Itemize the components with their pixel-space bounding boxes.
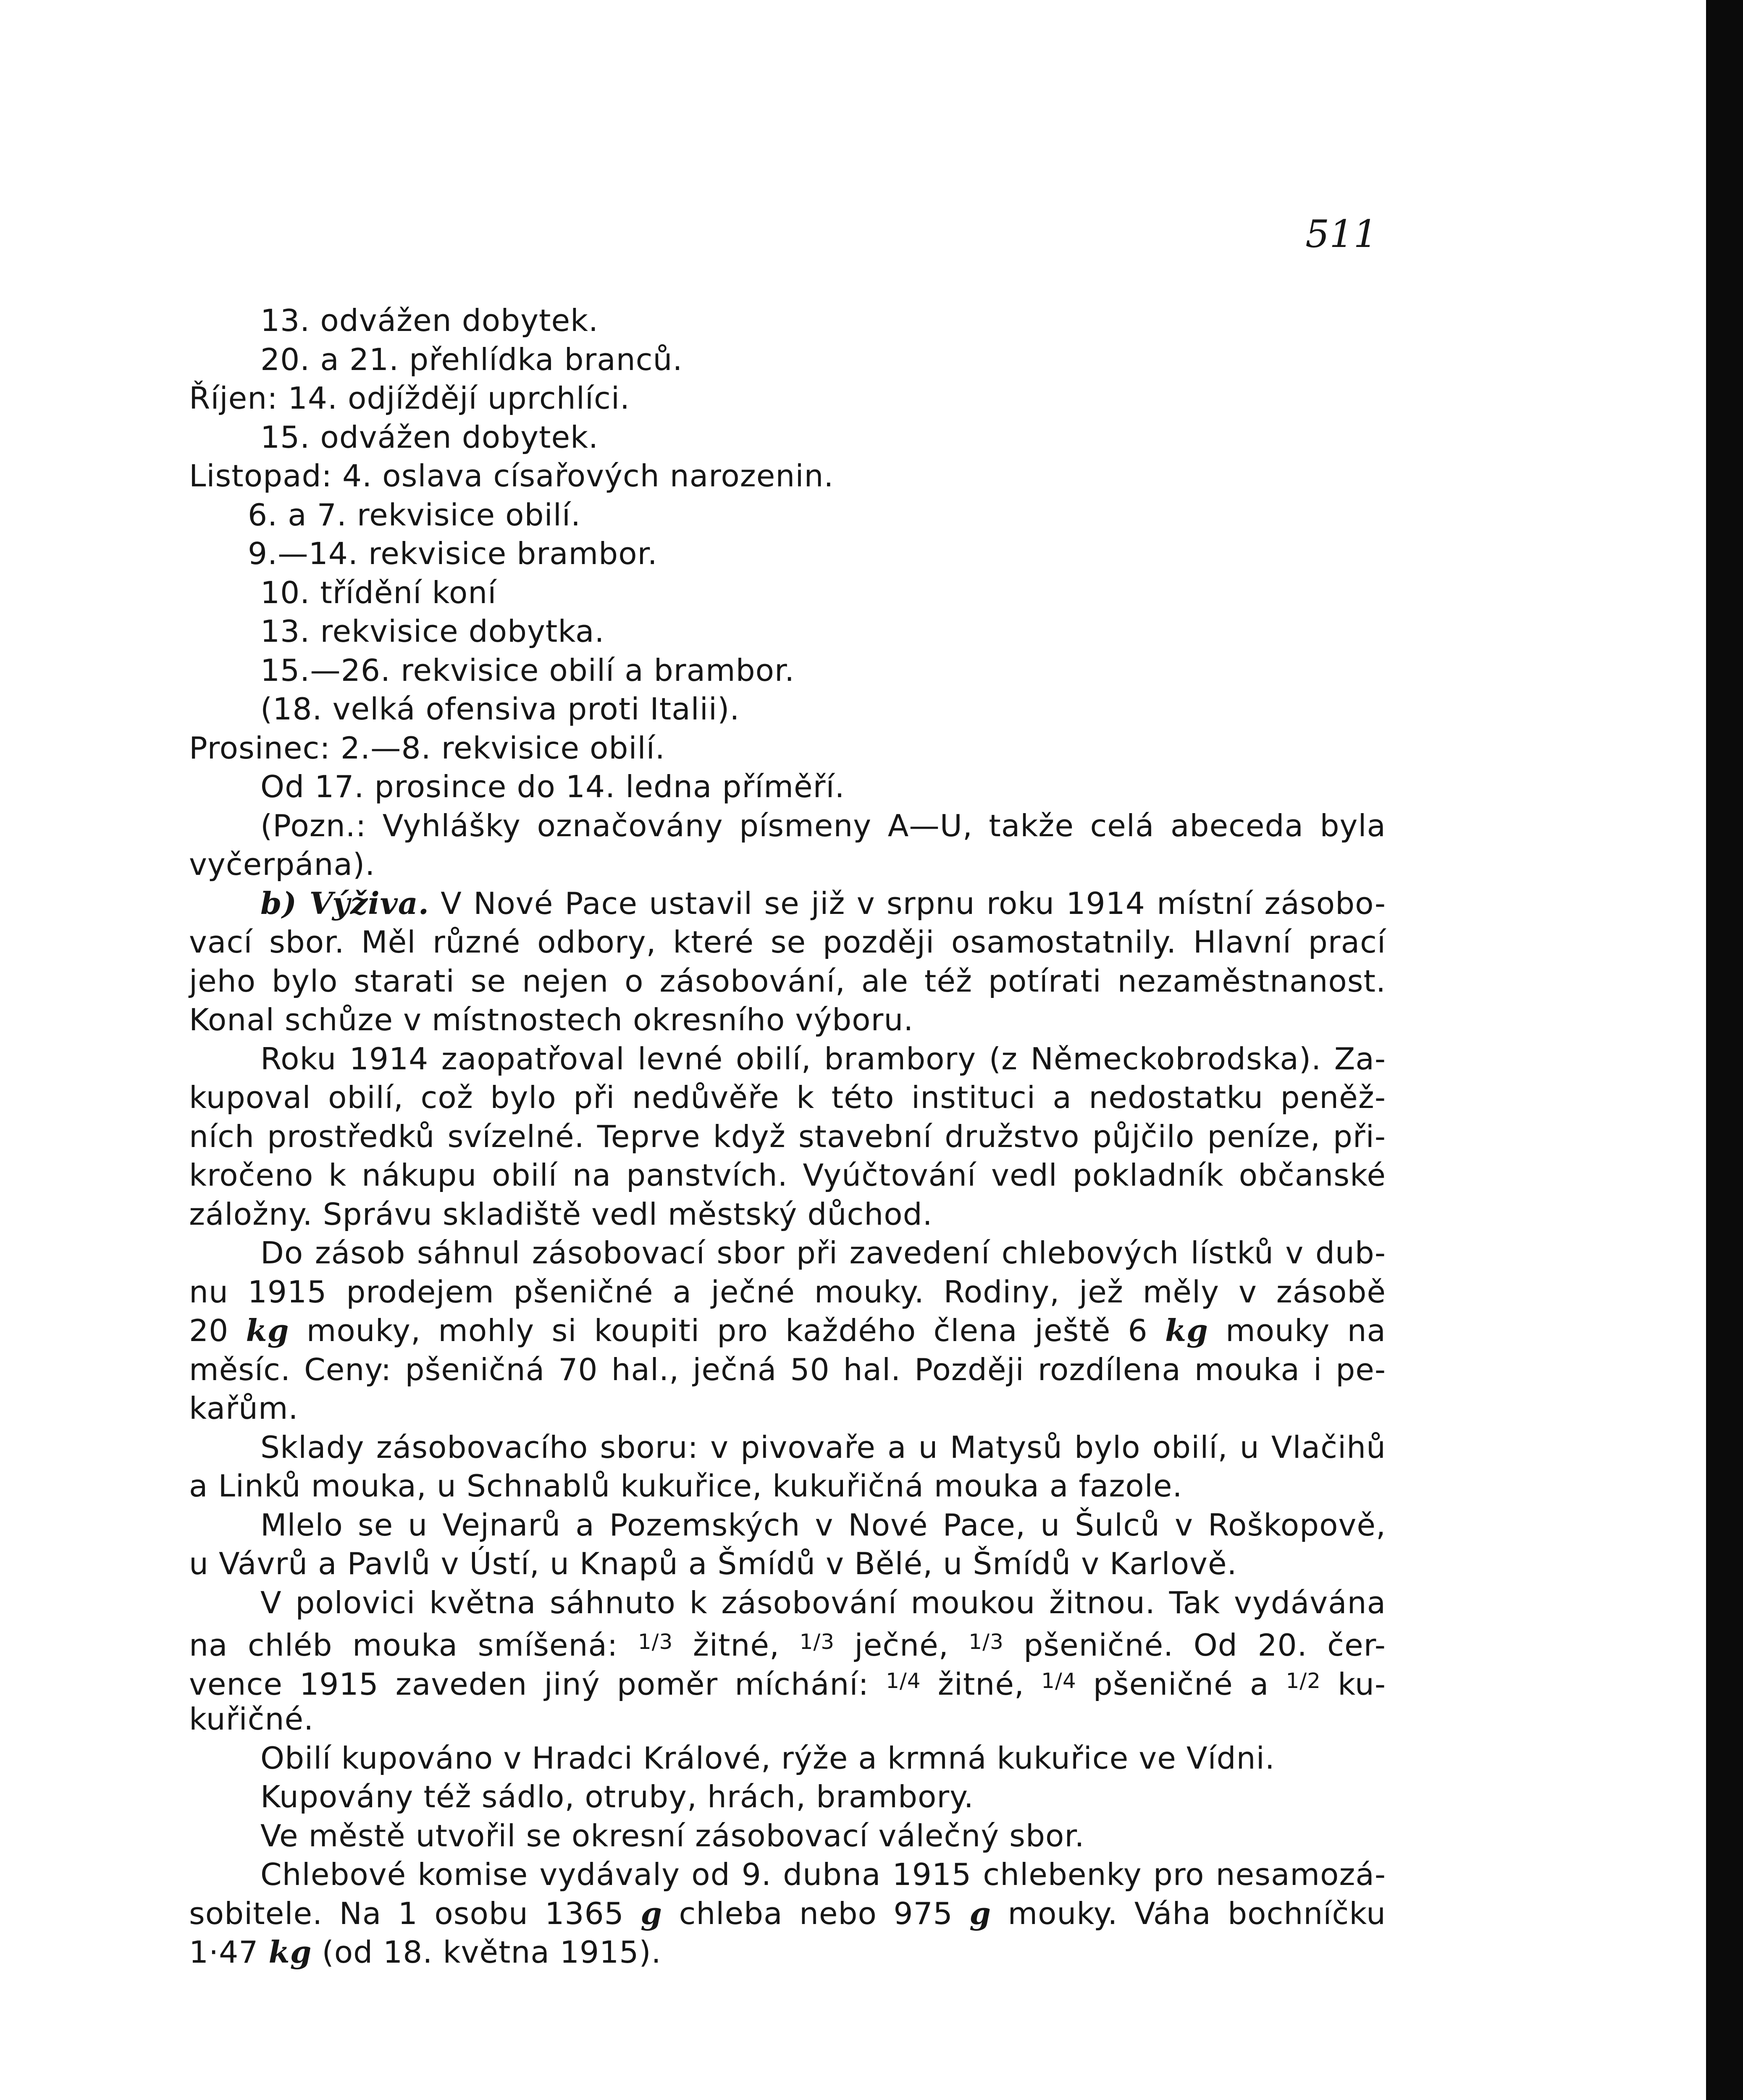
- paragraph-line: Roku 1914 zaopatřoval levné obilí, brambory (z Německobrodska). Za-: [260, 1041, 1386, 1077]
- paragraph-line: Do zásob sáhnul zásobovací sbor při zavedení chlebových lístků v dub-: [260, 1236, 1386, 1271]
- unit-kg: kg: [268, 1935, 312, 1970]
- paragraph-line: a Linků mouka, u Schnablů kukuřice, kukuřičná mouka a fazole.: [189, 1469, 1183, 1504]
- paragraph-line: Obilí kupováno v Hradci Králové, rýže a krmná kukuřice ve Vídni.: [260, 1740, 1275, 1776]
- unit-g: g: [640, 1895, 662, 1932]
- paragraph-line: kařům.: [189, 1391, 299, 1426]
- paragraph-line: Chlebové komise vydávaly od 9. dubna 1915 chlebenky pro nesamozá-: [260, 1857, 1386, 1893]
- paragraph-line: kuřičné.: [189, 1702, 314, 1737]
- text-line: Prosinec: 2.—8. rekvisice obilí.: [189, 730, 665, 766]
- paragraph-line: sobitele. Na 1 osobu 1365 g chleba nebo 975 g mouky. Váha bochníčku: [189, 1895, 1386, 1932]
- fraction: 1/3: [638, 1630, 673, 1654]
- paragraph-line: kupoval obilí, což bylo při nedůvěře k této instituci a nedostatku peněž-: [189, 1080, 1386, 1116]
- fraction: 1/3: [799, 1630, 835, 1654]
- paragraph-line: Kupovány též sádlo, otruby, hrách, brambory.: [260, 1780, 974, 1815]
- paragraph-line: ních prostředků svízelné. Teprve když stavební družstvo půjčilo peníze, při-: [189, 1119, 1386, 1155]
- fraction: 1/4: [886, 1668, 921, 1693]
- paragraph-line: záložny. Správu skladiště vedl městský důchod.: [189, 1197, 933, 1232]
- paragraph-line: kročeno k nákupu obilí na panstvích. Vyúčtování vedl pokladník občanské: [189, 1158, 1386, 1193]
- text-line: 13. rekvisice dobytka.: [260, 614, 605, 649]
- paragraph-line: 20 kg mouky, mohly si koupiti pro každého člena ještě 6 kg mouky na: [189, 1313, 1386, 1349]
- text-line: 10. třídění koní: [260, 575, 497, 611]
- page-number: 511: [1305, 212, 1378, 256]
- paragraph-line: Sklady zásobovacího sboru: v pivovaře a u Matysů bylo obilí, u Vlačihů: [260, 1430, 1386, 1465]
- unit-kg: kg: [246, 1313, 289, 1349]
- paragraph-line: nu 1915 prodejem pšeničné a ječné mouky. Rodiny, jež měly v zásobě: [189, 1274, 1386, 1310]
- text-line: Od 17. prosince do 14. ledna příměří.: [260, 769, 845, 805]
- section-heading: b) Výživa.: [260, 885, 429, 921]
- paragraph-line: u Vávrů a Pavlů v Ústí, u Knapů a Šmídů v Bělé, u Šmídů v Karlově.: [189, 1546, 1237, 1582]
- text-line: 15.—26. rekvisice obilí a brambor.: [260, 653, 795, 688]
- paragraph-line: V polovici května sáhnuto k zásobování moukou žitnou. Tak vydávána: [260, 1585, 1386, 1621]
- text-line: Listopad: 4. oslava císařových narozenin.: [189, 459, 834, 494]
- unit-g: g: [969, 1895, 991, 1932]
- paragraph-line: Ve městě utvořil se okresní zásobovací válečný sbor.: [260, 1818, 1085, 1854]
- fraction: 1/4: [1041, 1668, 1076, 1693]
- text-line: 15. odvážen dobytek.: [260, 420, 599, 455]
- paragraph-line: 1·47 kg (od 18. května 1915).: [189, 1935, 662, 1970]
- text-line: (Pozn.: Vyhlášky označovány písmeny A—U, takže celá abeceda byla: [260, 808, 1386, 844]
- paragraph-line: jeho bylo starati se nejen o zásobování, ale též potírati nezaměstnanost.: [189, 963, 1386, 999]
- text-line: 6. a 7. rekvisice obilí.: [248, 497, 581, 533]
- text-line: 9.—14. rekvisice brambor.: [248, 536, 658, 572]
- text-line: (18. velká ofensiva proti Italii).: [260, 692, 740, 727]
- text-line: Říjen: 14. odjíždějí uprchlíci.: [189, 381, 630, 416]
- text-line: vyčerpána).: [189, 847, 375, 882]
- paragraph-line: Konal schůze v místnostech okresního výboru.: [189, 1003, 914, 1038]
- paragraph-line: vence 1915 zaveden jiný poměr míchání: $^{1/4}$ žitné, $^{1/4}$ pšeničné a $^{1/2}$ ku-: [189, 1667, 1386, 1702]
- text-line: 20. a 21. přehlídka branců.: [260, 342, 683, 378]
- paragraph-line: měsíc. Ceny: pšeničná 70 hal., ječná 50 hal. Později rozdílena mouka i pe-: [189, 1352, 1386, 1388]
- body-text: [189, 302, 1386, 1972]
- unit-kg: kg: [1165, 1313, 1208, 1349]
- paragraph-line: na chléb mouka smíšená: $^{1/3}$ žitné, $^{1/3}$ ječné, $^{1/3}$ pšeničné. Od 20. čer-: [189, 1628, 1386, 1663]
- paragraph-line: b) Výživa. V Nové Pace ustavil se již v srpnu roku 1914 místní zásobo-: [260, 885, 1386, 921]
- paragraph-line: Mlelo se u Vejnarů a Pozemských v Nové Pace, u Šulců v Roškopově,: [260, 1507, 1386, 1543]
- paragraph-line: vací sbor. Měl různé odbory, které se později osamostatnily. Hlavní prací: [189, 925, 1386, 960]
- text-line: 13. odvážen dobytek.: [260, 303, 599, 339]
- fraction: 1/3: [969, 1630, 1004, 1654]
- fraction: 1/2: [1286, 1668, 1321, 1693]
